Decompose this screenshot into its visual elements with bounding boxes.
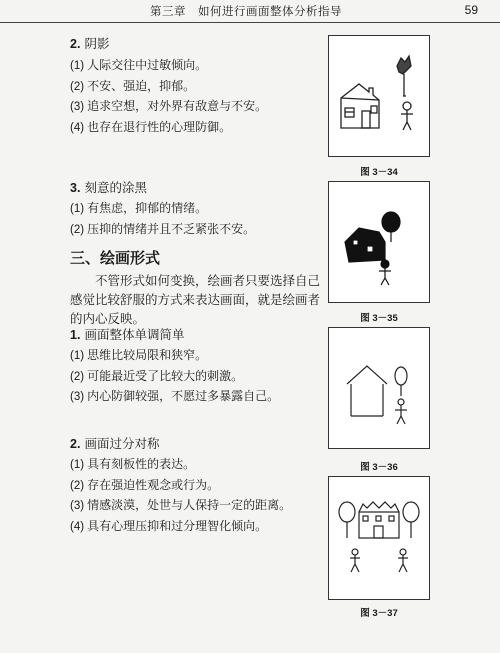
- section-symmetry: [70, 436, 320, 537]
- list-item: (3) 情感淡漠，处世与人保持一定的距离。: [70, 498, 292, 512]
- section-blackening: [70, 180, 320, 240]
- page-number: 59: [464, 3, 478, 17]
- blackened-house-sketch-icon: [328, 181, 430, 303]
- list-item: (3) 内心防御较强，不愿过多暴露自己。: [70, 389, 280, 403]
- section-title: 2. 阴影: [70, 36, 110, 51]
- list-item: (1) 思维比较局限和狭窄。: [70, 348, 208, 362]
- simple-house-sketch-icon: [328, 327, 430, 449]
- symmetric-house-sketch-icon: [328, 476, 430, 600]
- list-item: (2) 压抑的情绪并且不乏紧张不安。: [70, 221, 256, 236]
- section-title: 3. 刻意的涂黑: [70, 180, 147, 195]
- list-item: (3) 追求空想，对外界有敌意与不安。: [70, 99, 268, 113]
- section-title: 1. 画面整体单调简单: [70, 327, 185, 342]
- page-header: [0, 0, 500, 23]
- chapter-title: 第三章 如何进行画面整体分析指导: [150, 4, 342, 18]
- body-paragraph: 不管形式如何变换，绘画者只要选择自己感觉比较舒服的方式来表达画面，就是绘画者的内心反映。: [70, 273, 321, 326]
- list-item: (1) 人际交往中过敏倾向。: [70, 58, 208, 72]
- list-item: (2) 存在强迫性观念或行为。: [70, 477, 220, 492]
- list-item: (4) 也存在退行性的心理防御。: [70, 119, 232, 134]
- section-shadow: [70, 36, 320, 138]
- list-item: (1) 有焦虑，抑郁的情绪。: [70, 201, 208, 215]
- figure-caption: 图 3－36: [360, 462, 398, 473]
- house-tree-person-sketch-icon: [328, 35, 430, 157]
- section-simple: [70, 327, 320, 408]
- figure-caption: 图 3－34: [360, 167, 398, 178]
- list-item: (2) 可能最近受了比较大的刺激。: [70, 368, 244, 383]
- section-heading: 三、绘画形式: [70, 249, 161, 267]
- list-item: (2) 不安、强迫，抑郁。: [70, 78, 196, 93]
- figure-caption: 图 3－35: [360, 313, 398, 324]
- list-item: (4) 具有心理压抑和过分理智化倾向。: [70, 518, 268, 533]
- figure-caption: 图 3－37: [360, 608, 398, 619]
- section-title: 2. 画面过分对称: [70, 436, 160, 451]
- list-item: (1) 具有刻板性的表达。: [70, 457, 196, 471]
